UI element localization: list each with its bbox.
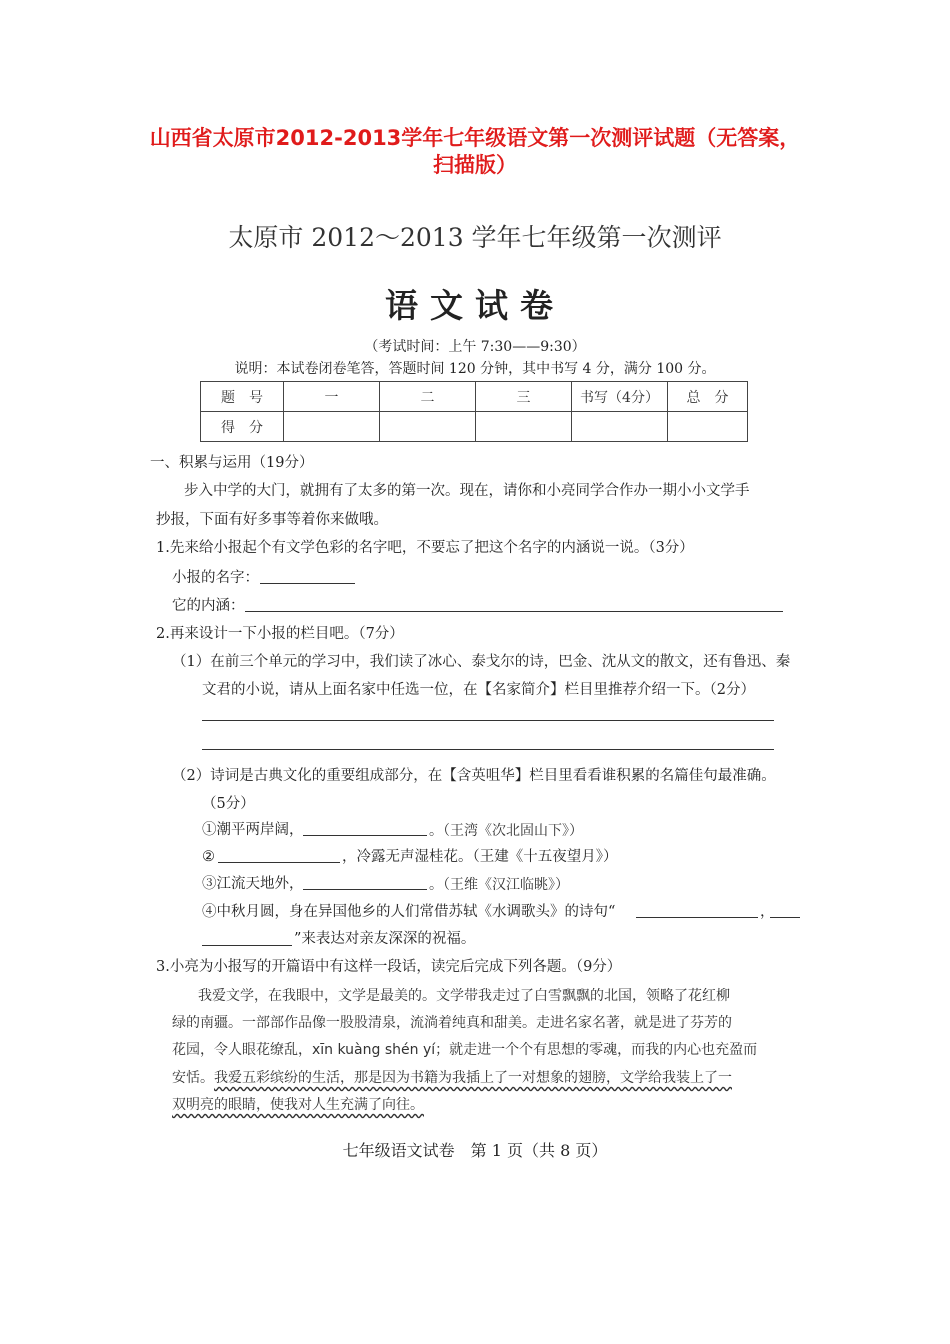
poem-4-comma: ， — [760, 904, 775, 920]
score-cell: 总 分 — [668, 382, 748, 412]
section-heading: 一、积累与运用（19分） — [150, 455, 314, 471]
passage-line1: 我爱文学，在我眼中，文学是最美的。文学带我走过了白雪飘飘的北国，领略了花红柳 — [198, 988, 730, 1004]
document-title-line2: 扫描版） — [433, 153, 517, 177]
passage-line2: 绿的南疆。一部部作品像一股股清泉，流淌着纯真和甜美。走进名家名著，就是进了芬芳的 — [172, 1015, 732, 1031]
score-cell-empty — [572, 412, 668, 442]
q2-answer-line-2[interactable] — [202, 749, 774, 750]
score-cell: 书写（4分） — [572, 382, 668, 412]
poem-1-source: 。（王湾《次北固山下》） — [429, 823, 583, 839]
score-cell: 得 分 — [201, 412, 284, 442]
q2-part2-line2: （5分） — [202, 796, 255, 812]
score-cell: 一 — [284, 382, 380, 412]
poem-2-blank[interactable] — [218, 862, 340, 863]
poem-4-blank-2a[interactable] — [770, 917, 800, 918]
q2-part1-line1: （1）在前三个单元的学习中，我们读了冰心、泰戈尔的诗，巴金、沈从文的散文，还有鲁迅、秦 — [172, 654, 791, 670]
score-table-header-row — [201, 382, 748, 412]
passage-line4-start: 安恬。 — [172, 1070, 214, 1086]
q2-part2-line1: （2）诗词是古典文化的重要组成部分，在【含英咀华】栏目里看看谁积累的名篇佳句最准确。 — [172, 768, 776, 784]
poem-3-blank[interactable] — [303, 889, 427, 890]
poem-1-blank[interactable] — [303, 835, 427, 836]
poem-4-blank-2b[interactable] — [202, 945, 292, 946]
poem-4-blank-1[interactable] — [636, 917, 758, 918]
passage-line3: 花园，令人眼花缭乱，xīn kuàng shén yí；就走进一个个有思想的零魂，而我的内心也充盈而 — [172, 1042, 758, 1058]
exam-title: 太原市 2012～2013 学年七年级第一次测评 — [228, 223, 722, 252]
question-3: 3.小亮为小报写的开篇语中有这样一段话，读完后完成下列各题。（9分） — [156, 959, 622, 975]
subject-title: 语文试卷 — [385, 286, 565, 325]
passage-line4 — [172, 1067, 732, 1087]
intro-line2: 抄报，下面有好多事等着你来做哦。 — [156, 512, 388, 528]
score-table-score-row — [201, 412, 748, 442]
exam-note: 说明：本试卷闭卷笔答，答题时间 120 分钟，其中书写 4 分，满分 100 分。 — [234, 361, 716, 377]
poem-4-start: ④中秋月圆，身在异国他乡的人们常借苏轼《水调歌头》的诗句“ — [202, 904, 616, 920]
question-1: 1.先来给小报起个有文学色彩的名字吧，不要忘了把这个名字的内涵说一说。（3分） — [156, 540, 694, 556]
q1-name-label: 小报的名字： — [172, 570, 259, 586]
poem-3-start: ③江流天地外， — [202, 876, 304, 892]
score-cell-empty — [380, 412, 476, 442]
score-table — [200, 381, 748, 442]
question-2: 2.再来设计一下小报的栏目吧。（7分） — [156, 626, 404, 642]
poem-2-rest: ，冷露无声湿桂花。（王建《十五夜望月》） — [342, 849, 618, 865]
poem-4-end: ”来表达对亲友深深的祝福。 — [294, 931, 476, 947]
score-cell: 题 号 — [201, 382, 284, 412]
q1-meaning-label: 它的内涵： — [172, 598, 245, 614]
intro-line1: 步入中学的大门，就拥有了太多的第一次。现在，请你和小亮同学合作办一期小小文学手 — [184, 483, 750, 499]
poem-1-start: ①潮平两岸阔， — [202, 822, 304, 838]
q1-meaning-answer-line[interactable] — [245, 611, 783, 612]
passage-line5: 双明亮的眼睛，使我对人生充满了向往。 — [172, 1097, 424, 1113]
score-cell-empty — [476, 412, 572, 442]
passage-line4-underlined: 我爱五彩缤纷的生活，那是因为书籍为我插上了一对想象的翅膀，文学给我装上了一 — [214, 1070, 732, 1086]
exam-time: （考试时间：上午 7:30——9:30） — [364, 339, 586, 355]
q1-name-answer-line[interactable] — [260, 583, 355, 584]
score-cell: 三 — [476, 382, 572, 412]
poem-3-source: 。（王维《汉江临眺》） — [429, 877, 569, 893]
score-cell-empty — [668, 412, 748, 442]
q2-answer-line-1[interactable] — [202, 720, 774, 721]
document-title-line1: 山西省太原市2012-2013学年七年级语文第一次测评试题（无答案， — [149, 126, 801, 150]
score-cell-empty — [284, 412, 380, 442]
score-cell: 二 — [380, 382, 476, 412]
q2-part1-line2: 文君的小说，请从上面名家中任选一位，在【名家简介】栏目里推荐介绍一下。（2分） — [202, 682, 755, 698]
page-footer: 七年级语文试卷 第 1 页（共 8 页） — [342, 1141, 608, 1160]
poem-2-start: ② — [202, 849, 215, 865]
